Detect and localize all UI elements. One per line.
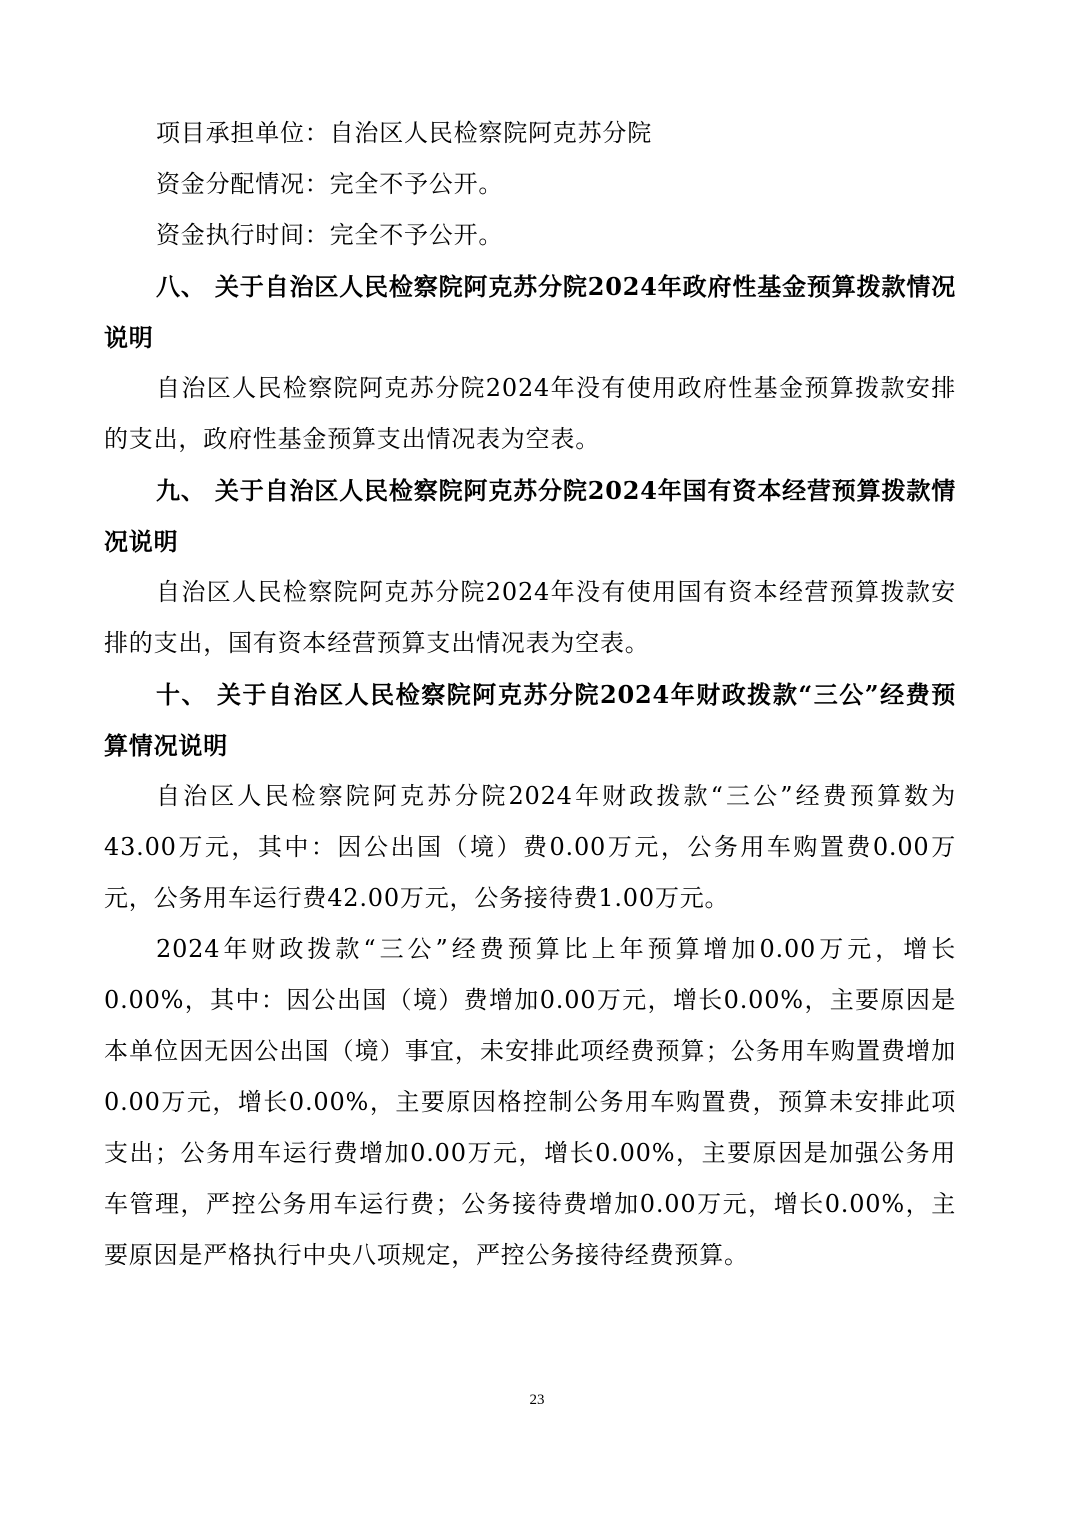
page-number: 23: [529, 1392, 545, 1408]
project-unit-line: 项目承担单位：自治区人民检察院阿克苏分院: [156, 119, 652, 147]
section-10-body-budget: 自治区人民检察院阿克苏分院2024年财政拨款“三公”经费预算数为43.00万元，其中：因公出国（境）费0.00万元，公务用车购置费0.00万元，公务用车运行费42.00万元，公务接待费1.00万元。: [104, 782, 956, 912]
section-8-body: 自治区人民检察院阿克苏分院2024年没有使用政府性基金预算拨款安排的支出，政府性基金预算支出情况表为空表。: [104, 374, 956, 453]
section-9-body: 自治区人民检察院阿克苏分院2024年没有使用国有资本经营预算拨款安排的支出，国有资本经营预算支出情况表为空表。: [104, 578, 956, 657]
section-9-heading: 九、 关于自治区人民检察院阿克苏分院2024年国有资本经营预算拨款情况说明: [104, 476, 956, 556]
section-8-heading: 八、 关于自治区人民检察院阿克苏分院2024年政府性基金预算拨款情况说明: [104, 272, 956, 352]
fund-execution-time-line: 资金执行时间：完全不予公开。: [156, 221, 504, 249]
page-body: [104, 108, 956, 1281]
section-10-heading: 十、 关于自治区人民检察院阿克苏分院2024年财政拨款“三公”经费预算情况说明: [104, 680, 956, 760]
section-10-body-change: 2024年财政拨款“三公”经费预算比上年预算增加0.00万元，增长0.00%，其中：因公出国（境）费增加0.00万元，增长0.00%，主要原因是本单位因无因公出国（境）事宜，未安排此项经费预算；公务用车购置费增加0.00万元，增长0.00%，主要原因格控制公务用车购置费，预算未安排此项支出；公务用车运行费增加0.00万元，增长0.00%，主要原因是加强公务用车管理，严控公务用车运行费；公务接待费增加0.00万元，增长0.00%，主要原因是严格执行中央八项规定，严控公务接待经费预算。: [104, 935, 956, 1269]
fund-allocation-line: 资金分配情况：完全不予公开。: [156, 170, 504, 198]
